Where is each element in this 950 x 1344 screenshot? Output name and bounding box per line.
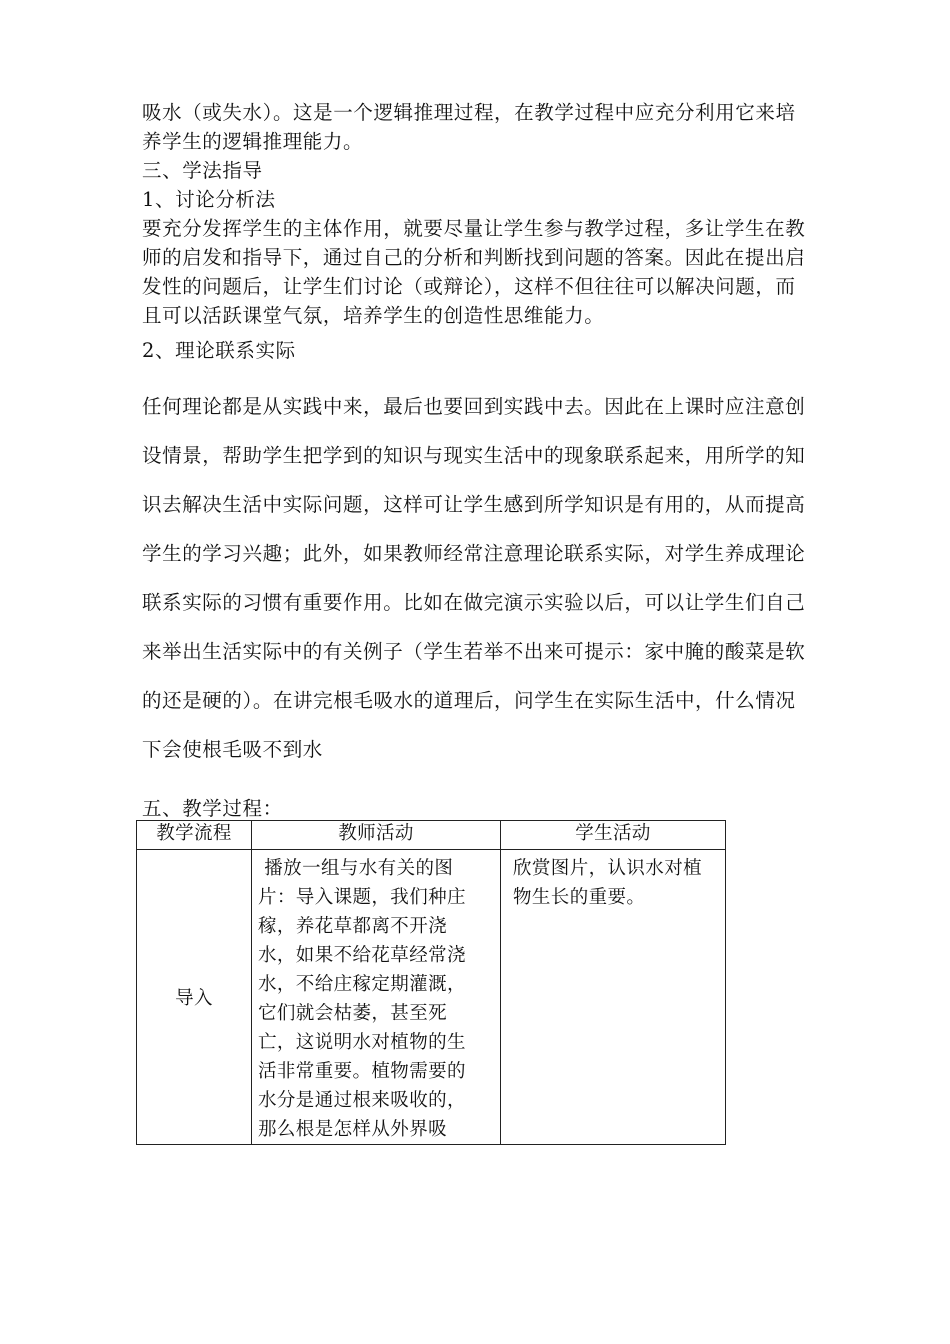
text-line: 来举出生活实际中的有关例子（学生若举不出来可提示：家中腌的酸菜是软 xyxy=(142,640,806,663)
method2-paragraph xyxy=(142,382,810,774)
cell-line: 亡，这说明水对植物的生 xyxy=(258,1032,466,1053)
text-line: 发性的问题后，让学生们讨论（或辩论），这样不但往往可以解决问题，而 xyxy=(142,275,796,298)
cell-line: 播放一组与水有关的图 xyxy=(258,858,454,879)
process-heading: 五、教学过程： xyxy=(142,797,283,820)
method2-title: 2、理论联系实际 xyxy=(142,339,296,362)
table-header-row xyxy=(137,821,726,850)
header-student: 学生活动 xyxy=(501,821,726,850)
header-stage: 教学流程 xyxy=(137,821,252,850)
text-line: 任何理论都是从实践中来，最后也要回到实践中去。因此在上课时应注意创 xyxy=(142,395,806,418)
intro-paragraph xyxy=(142,98,810,156)
cell-line: 稼，养花草都离不开浇 xyxy=(258,916,448,937)
table-row xyxy=(137,850,726,1145)
text-line: 且可以活跃课堂气氛，培养学生的创造性思维能力。 xyxy=(142,304,605,327)
text-line: 识去解决生活中实际问题，这样可让学生感到所学知识是有用的，从而提高 xyxy=(142,493,806,516)
text-line: 吸水（或失水）。这是一个逻辑推理过程，在教学过程中应充分利用它来培 xyxy=(142,101,796,124)
teacher-activity-cell xyxy=(252,850,501,1145)
text-line: 要充分发挥学生的主体作用，就要尽量让学生参与教学过程，多让学生在教 xyxy=(142,217,806,240)
cell-line: 水，如果不给花草经常浇 xyxy=(258,945,466,966)
cell-line: 水，不给庄稼定期灌溉， xyxy=(258,974,466,995)
header-teacher: 教师活动 xyxy=(252,821,501,850)
teaching-process-table xyxy=(136,820,726,1145)
cell-line: 欣赏图片，认识水对植 xyxy=(513,858,703,879)
student-activity-cell xyxy=(501,850,726,1145)
cell-line: 活非常重要。植物需要的 xyxy=(258,1061,466,1082)
method1-title: 1、讨论分析法 xyxy=(142,188,276,211)
text-line: 的还是硬的）。在讲完根毛吸水的道理后，问学生在实际生活中，什么情况 xyxy=(142,689,796,712)
cell-line: 它们就会枯萎，甚至死 xyxy=(258,1003,448,1024)
text-line: 设情景，帮助学生把学到的知识与现实生活中的现象联系起来，用所学的知 xyxy=(142,444,806,467)
text-line: 师的启发和指导下，通过自己的分析和判断找到问题的答案。因此在提出启 xyxy=(142,246,806,269)
cell-line: 水分是通过根来吸收的， xyxy=(258,1090,466,1111)
cell-line: 那么根是怎样从外界吸 xyxy=(258,1119,448,1140)
section-heading: 三、学法指导 xyxy=(142,159,263,182)
text-line: 养学生的逻辑推理能力。 xyxy=(142,130,364,153)
text-line: 下会使根毛吸不到水 xyxy=(142,738,323,761)
method1-paragraph xyxy=(142,214,810,330)
text-line: 联系实际的习惯有重要作用。比如在做完演示实验以后，可以让学生们自己 xyxy=(142,591,806,614)
text-line: 学生的学习兴趣；此外，如果教师经常注意理论联系实际，对学生养成理论 xyxy=(142,542,806,565)
cell-line: 物生长的重要。 xyxy=(513,887,646,908)
cell-line: 片：导入课题，我们种庄 xyxy=(258,887,466,908)
stage-cell: 导入 xyxy=(137,850,252,1145)
